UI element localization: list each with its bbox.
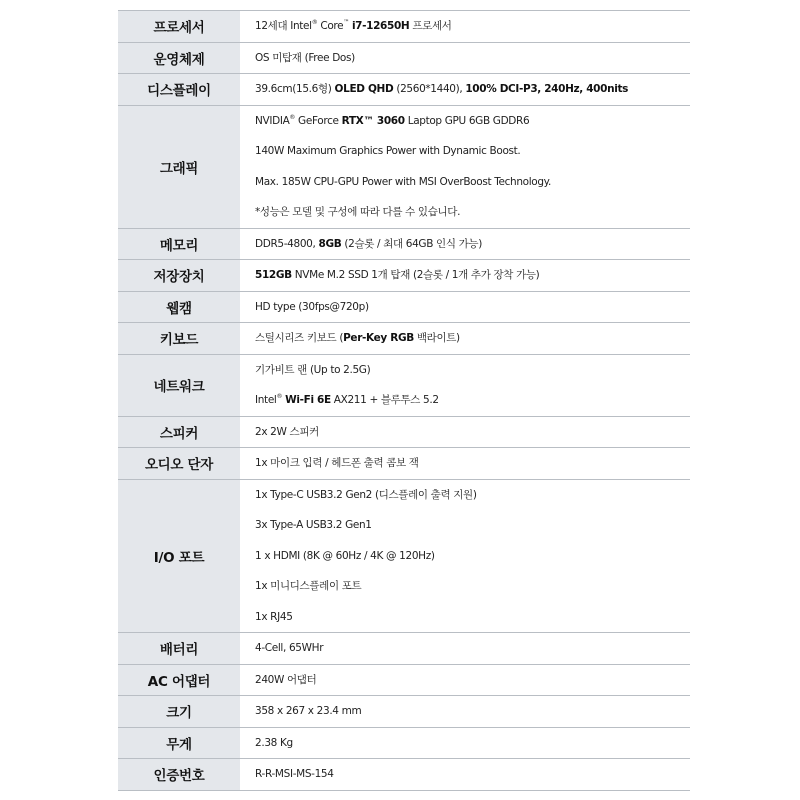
spec-values — [240, 229, 690, 260]
spec-row — [118, 43, 690, 75]
spec-value-line — [255, 11, 690, 42]
spec-text: 1x RJ45 — [255, 610, 293, 623]
spec-label: 저장장치 — [118, 260, 240, 291]
spec-row — [118, 323, 690, 355]
spec-values — [240, 448, 690, 479]
spec-text: 1 x HDMI (8K @ 60Hz / 4K @ 120Hz) — [255, 549, 435, 562]
spec-text: OS 미탑재 (Free Dos) — [255, 51, 355, 64]
spec-values — [240, 417, 690, 448]
spec-value-line — [255, 759, 690, 790]
spec-values — [240, 106, 690, 228]
spec-label: 메모리 — [118, 229, 240, 260]
spec-values — [240, 759, 690, 790]
spec-value-line — [255, 541, 690, 572]
spec-label: 그래픽 — [118, 106, 240, 228]
spec-value-line — [255, 696, 690, 727]
spec-label: I/O 포트 — [118, 480, 240, 633]
spec-text: 프로세서 — [409, 20, 452, 32]
spec-highlight: 8GB — [318, 237, 342, 250]
spec-value-line — [255, 665, 690, 696]
spec-highlight: Wi-Fi 6E — [285, 394, 331, 406]
spec-value-line — [255, 260, 690, 291]
spec-row — [118, 759, 690, 791]
spec-row — [118, 229, 690, 261]
spec-value-line — [255, 43, 690, 74]
spec-value-line — [255, 136, 690, 167]
trademark-mark: ® — [289, 113, 296, 121]
spec-values — [240, 665, 690, 696]
spec-label: 운영체제 — [118, 43, 240, 74]
spec-text: 4-Cell, 65WHr — [255, 642, 324, 654]
spec-text: *성능은 모델 및 구성에 따라 다를 수 있습니다. — [255, 206, 461, 218]
spec-row — [118, 417, 690, 449]
spec-text: 2x 2W 스피커 — [255, 425, 319, 438]
spec-value-line — [255, 728, 690, 759]
spec-value-line — [255, 602, 690, 633]
spec-value-line — [255, 323, 690, 354]
spec-row — [118, 74, 690, 106]
spec-label: 배터리 — [118, 633, 240, 664]
spec-row — [118, 728, 690, 760]
spec-label: 웹캠 — [118, 292, 240, 323]
spec-label: 오디오 단자 — [118, 448, 240, 479]
spec-text: 39.6cm(15.6형) — [255, 83, 335, 95]
spec-row — [118, 355, 690, 417]
spec-value-line — [255, 229, 690, 260]
spec-values — [240, 696, 690, 727]
spec-row — [118, 696, 690, 728]
spec-row — [118, 633, 690, 665]
spec-text: 스틸시리즈 키보드 ( — [255, 332, 344, 344]
spec-label: 크기 — [118, 696, 240, 727]
spec-text: 3x Type-A USB3.2 Gen1 — [255, 519, 372, 531]
spec-text: Laptop GPU 6GB GDDR6 — [404, 114, 530, 127]
spec-label: 스피커 — [118, 417, 240, 448]
spec-text: 1x 미니디스플레이 포트 — [255, 580, 362, 592]
spec-value-line — [255, 106, 690, 137]
spec-value-line — [255, 292, 690, 323]
spec-values — [240, 11, 690, 42]
spec-highlight: i7-12650H — [351, 20, 410, 32]
spec-text: 백라이트) — [413, 332, 460, 344]
spec-values — [240, 292, 690, 323]
spec-value-line — [255, 417, 690, 448]
spec-label: 무게 — [118, 728, 240, 759]
spec-text: Intel — [255, 394, 277, 406]
spec-highlight: RTX™ 3060 — [341, 114, 405, 127]
trademark-mark: ® — [276, 393, 283, 400]
spec-label: 프로세서 — [118, 11, 240, 42]
spec-highlight: 100% DCI-P3, 240Hz, 400nits — [465, 83, 629, 95]
spec-text: NVIDIA — [255, 114, 290, 127]
trademark-mark: ™ — [343, 19, 349, 26]
spec-text: 240W 어댑터 — [255, 673, 317, 686]
spec-label: AC 어댑터 — [118, 665, 240, 696]
spec-text: 12세대 Intel — [255, 20, 312, 32]
spec-text: 140W Maximum Graphics Power with Dynamic Boost. — [255, 145, 521, 157]
spec-value-line — [255, 510, 690, 541]
spec-values — [240, 260, 690, 291]
spec-label: 키보드 — [118, 323, 240, 354]
spec-highlight: 512GB — [255, 269, 292, 281]
spec-text: (2슬롯 / 최대 64GB 인식 가능) — [341, 237, 482, 250]
spec-value-line — [255, 448, 690, 479]
spec-value-line — [255, 355, 690, 386]
spec-text: 2.38 Kg — [255, 736, 293, 749]
spec-row — [118, 106, 690, 229]
spec-table — [118, 10, 690, 791]
spec-values — [240, 74, 690, 105]
spec-values — [240, 323, 690, 354]
spec-text: GeForce — [295, 114, 342, 127]
spec-row — [118, 448, 690, 480]
spec-value-line — [255, 385, 690, 416]
spec-label: 디스플레이 — [118, 74, 240, 105]
spec-value-line — [255, 633, 690, 664]
spec-row — [118, 480, 690, 634]
spec-row — [118, 260, 690, 292]
spec-text: AX211 + 블루투스 5.2 — [330, 394, 439, 406]
spec-value-line — [255, 480, 690, 511]
spec-row — [118, 292, 690, 324]
spec-value-line — [255, 74, 690, 105]
spec-text: HD type (30fps@720p) — [255, 300, 369, 313]
spec-value-line — [255, 197, 690, 228]
spec-text: R-R-MSI-MS-154 — [255, 768, 334, 780]
spec-text: NVMe M.2 SSD 1개 탑재 (2슬롯 / 1개 추가 장착 가능) — [291, 269, 540, 281]
trademark-mark: ® — [311, 19, 318, 26]
spec-values — [240, 633, 690, 664]
spec-highlight: Per-Key RGB — [343, 332, 414, 344]
spec-label: 네트워크 — [118, 355, 240, 416]
spec-text: DDR5-4800, — [255, 237, 319, 250]
spec-text: Core — [317, 20, 344, 32]
spec-row — [118, 10, 690, 43]
spec-value-line — [255, 167, 690, 198]
spec-values — [240, 728, 690, 759]
spec-value-line — [255, 571, 690, 602]
spec-text: (2560*1440), — [393, 83, 466, 95]
spec-label: 인증번호 — [118, 759, 240, 790]
spec-text: Max. 185W CPU-GPU Power with MSI OverBoost Technology. — [255, 175, 552, 188]
spec-text: 1x Type-C USB3.2 Gen2 (디스플레이 출력 지원) — [255, 488, 477, 501]
spec-highlight: OLED QHD — [334, 83, 394, 95]
spec-text: 기가비트 랜 (Up to 2.5G) — [255, 363, 371, 376]
spec-text: 358 x 267 x 23.4 mm — [255, 705, 362, 717]
spec-text: 1x 마이크 입력 / 헤드폰 출력 콤보 잭 — [255, 457, 419, 469]
spec-values — [240, 480, 690, 633]
spec-row — [118, 665, 690, 697]
spec-values — [240, 43, 690, 74]
spec-values — [240, 355, 690, 416]
